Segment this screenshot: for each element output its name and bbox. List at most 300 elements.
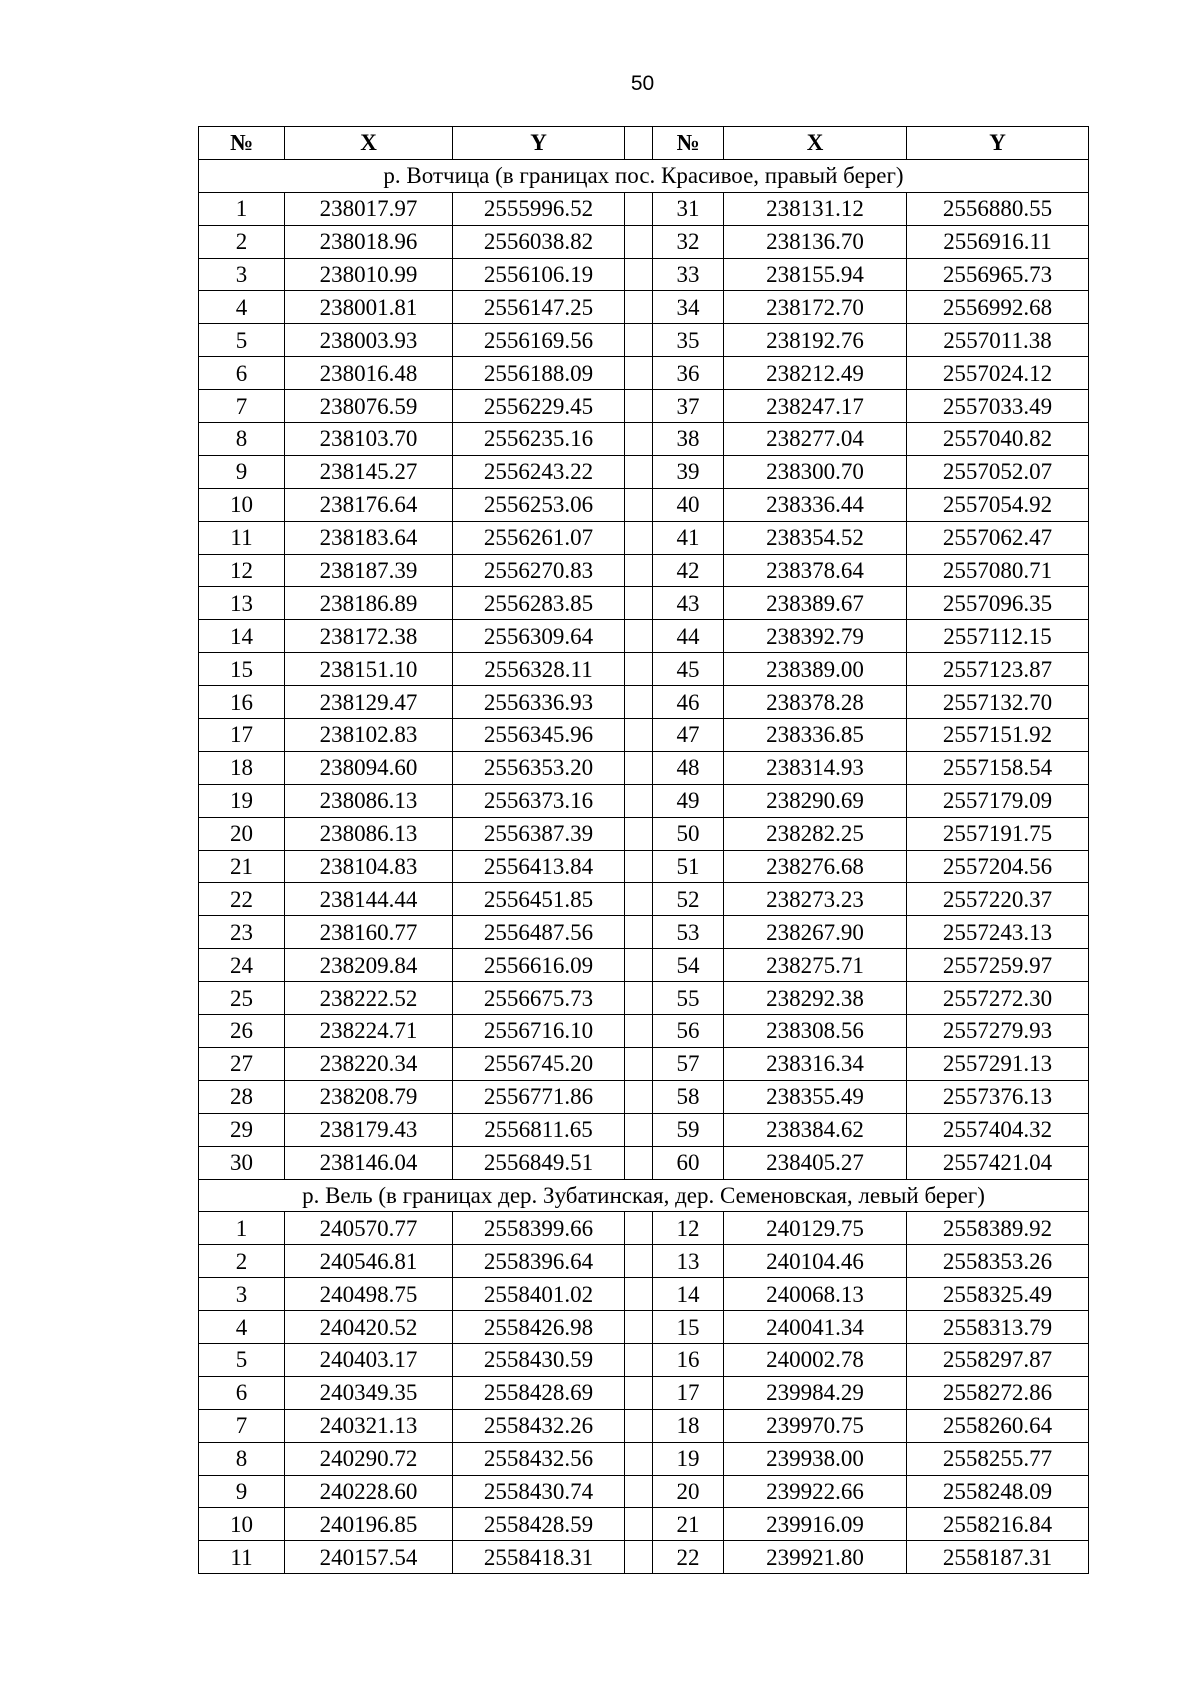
point-number-right: 35: [653, 324, 724, 357]
y-coord-left: 2556270.83: [453, 554, 625, 587]
spacer-cell: [625, 554, 653, 587]
spacer-cell: [625, 390, 653, 423]
x-coord-right: 239970.75: [724, 1409, 907, 1442]
table-row: [199, 291, 1089, 324]
x-coord-left: 238104.83: [285, 850, 453, 883]
x-coord-right: 238308.56: [724, 1015, 907, 1048]
x-coord-left: 238208.79: [285, 1080, 453, 1113]
y-coord-right: 2557054.92: [907, 488, 1089, 521]
x-coord-right: 238316.34: [724, 1047, 907, 1080]
table-row: [199, 916, 1089, 949]
table-row: [199, 850, 1089, 883]
point-number-right: 45: [653, 653, 724, 686]
y-coord-right: 2557243.13: [907, 916, 1089, 949]
y-coord-left: 2556451.85: [453, 883, 625, 916]
y-coord-left: 2556229.45: [453, 390, 625, 423]
spacer-cell: [625, 686, 653, 719]
spacer-cell: [625, 784, 653, 817]
x-coord-left: 238102.83: [285, 719, 453, 752]
point-number-left: 12: [199, 554, 285, 587]
x-coord-right: 238336.44: [724, 488, 907, 521]
spacer-cell: [625, 192, 653, 225]
x-coord-right: 239916.09: [724, 1508, 907, 1541]
point-number-left: 26: [199, 1015, 285, 1048]
table-row: [199, 423, 1089, 456]
spacer-cell: [625, 1508, 653, 1541]
table-row: [199, 192, 1089, 225]
point-number-right: 38: [653, 423, 724, 456]
page-number: 50: [630, 72, 655, 95]
x-coord-left: 238076.59: [285, 390, 453, 423]
x-coord-right: 238392.79: [724, 620, 907, 653]
y-coord-left: 2556243.22: [453, 455, 625, 488]
spacer-cell: [625, 258, 653, 291]
point-number-right: 52: [653, 883, 724, 916]
y-coord-right: 2557291.13: [907, 1047, 1089, 1080]
point-number-left: 3: [199, 1278, 285, 1311]
y-coord-right: 2557376.13: [907, 1080, 1089, 1113]
x-coord-right: 238172.70: [724, 291, 907, 324]
table-row: [199, 784, 1089, 817]
spacer-cell: [625, 817, 653, 850]
y-coord-left: 2558428.69: [453, 1376, 625, 1409]
point-number-left: 20: [199, 817, 285, 850]
x-coord-left: 238179.43: [285, 1113, 453, 1146]
y-coord-left: 2558426.98: [453, 1311, 625, 1344]
point-number-right: 60: [653, 1146, 724, 1179]
point-number-right: 12: [653, 1212, 724, 1245]
point-number-left: 17: [199, 719, 285, 752]
y-coord-left: 2556771.86: [453, 1080, 625, 1113]
table-row: [199, 324, 1089, 357]
point-number-left: 15: [199, 653, 285, 686]
spacer-cell: [625, 587, 653, 620]
table-row: [199, 1409, 1089, 1442]
y-coord-left: 2556038.82: [453, 225, 625, 258]
x-coord-right: 238300.70: [724, 455, 907, 488]
y-coord-right: 2558272.86: [907, 1376, 1089, 1409]
spacer-cell: [625, 620, 653, 653]
point-number-right: 34: [653, 291, 724, 324]
y-coord-right: 2557220.37: [907, 883, 1089, 916]
y-coord-left: 2556336.93: [453, 686, 625, 719]
point-number-right: 37: [653, 390, 724, 423]
point-number-left: 10: [199, 1508, 285, 1541]
y-coord-left: 2556675.73: [453, 982, 625, 1015]
y-coord-right: 2556992.68: [907, 291, 1089, 324]
point-number-left: 21: [199, 850, 285, 883]
x-coord-left: 238001.81: [285, 291, 453, 324]
spacer-cell: [625, 850, 653, 883]
header-x-right: X: [724, 127, 907, 160]
table-row: [199, 390, 1089, 423]
x-coord-left: 238176.64: [285, 488, 453, 521]
point-number-right: 59: [653, 1113, 724, 1146]
point-number-left: 5: [199, 324, 285, 357]
point-number-left: 18: [199, 751, 285, 784]
point-number-left: 27: [199, 1047, 285, 1080]
x-coord-left: 238016.48: [285, 357, 453, 390]
point-number-right: 21: [653, 1508, 724, 1541]
y-coord-right: 2557272.30: [907, 982, 1089, 1015]
x-coord-left: 238222.52: [285, 982, 453, 1015]
point-number-left: 28: [199, 1080, 285, 1113]
x-coord-right: 238314.93: [724, 751, 907, 784]
spacer-cell: [625, 455, 653, 488]
point-number-right: 31: [653, 192, 724, 225]
point-number-left: 22: [199, 883, 285, 916]
point-number-left: 14: [199, 620, 285, 653]
x-coord-left: 238145.27: [285, 455, 453, 488]
x-coord-right: 238290.69: [724, 784, 907, 817]
y-coord-right: 2557062.47: [907, 521, 1089, 554]
spacer-cell: [625, 653, 653, 686]
point-number-left: 7: [199, 390, 285, 423]
x-coord-right: 239921.80: [724, 1541, 907, 1574]
x-coord-left: 240157.54: [285, 1541, 453, 1574]
table-row: [199, 258, 1089, 291]
point-number-left: 4: [199, 291, 285, 324]
x-coord-right: 239922.66: [724, 1475, 907, 1508]
y-coord-right: 2558255.77: [907, 1442, 1089, 1475]
section-header-row: [199, 159, 1089, 192]
table-row: [199, 719, 1089, 752]
x-coord-left: 238094.60: [285, 751, 453, 784]
spacer-cell: [625, 324, 653, 357]
table-row: [199, 751, 1089, 784]
y-coord-right: 2558389.92: [907, 1212, 1089, 1245]
coordinates-table: [198, 126, 1089, 1574]
point-number-right: 54: [653, 949, 724, 982]
point-number-right: 41: [653, 521, 724, 554]
y-coord-left: 2556716.10: [453, 1015, 625, 1048]
point-number-right: 42: [653, 554, 724, 587]
spacer-cell: [625, 1343, 653, 1376]
point-number-left: 29: [199, 1113, 285, 1146]
point-number-left: 25: [199, 982, 285, 1015]
x-coord-right: 238131.12: [724, 192, 907, 225]
y-coord-left: 2556387.39: [453, 817, 625, 850]
table-row: [199, 225, 1089, 258]
table-row: [199, 686, 1089, 719]
y-coord-left: 2558418.31: [453, 1541, 625, 1574]
x-coord-right: 240129.75: [724, 1212, 907, 1245]
y-coord-right: 2557040.82: [907, 423, 1089, 456]
point-number-left: 23: [199, 916, 285, 949]
x-coord-right: 238276.68: [724, 850, 907, 883]
spacer-cell: [625, 1146, 653, 1179]
y-coord-right: 2556880.55: [907, 192, 1089, 225]
x-coord-right: 238273.23: [724, 883, 907, 916]
y-coord-right: 2557052.07: [907, 455, 1089, 488]
point-number-right: 22: [653, 1541, 724, 1574]
point-number-left: 13: [199, 587, 285, 620]
point-number-left: 5: [199, 1343, 285, 1376]
y-coord-right: 2557179.09: [907, 784, 1089, 817]
table-row: [199, 1508, 1089, 1541]
point-number-left: 2: [199, 1245, 285, 1278]
y-coord-right: 2557096.35: [907, 587, 1089, 620]
table-row: [199, 1278, 1089, 1311]
table-row: [199, 587, 1089, 620]
y-coord-right: 2556916.11: [907, 225, 1089, 258]
y-coord-left: 2556235.16: [453, 423, 625, 456]
spacer-cell: [625, 751, 653, 784]
y-coord-right: 2557123.87: [907, 653, 1089, 686]
y-coord-right: 2557191.75: [907, 817, 1089, 850]
y-coord-right: 2558297.87: [907, 1343, 1089, 1376]
y-coord-right: 2558216.84: [907, 1508, 1089, 1541]
x-coord-left: 238017.97: [285, 192, 453, 225]
y-coord-left: 2558428.59: [453, 1508, 625, 1541]
x-coord-right: 238275.71: [724, 949, 907, 982]
section-title: р. Вотчица (в границах пос. Красивое, правый берег): [199, 159, 1089, 192]
point-number-right: 50: [653, 817, 724, 850]
x-coord-left: 238129.47: [285, 686, 453, 719]
y-coord-left: 2556309.64: [453, 620, 625, 653]
table-row: [199, 488, 1089, 521]
y-coord-left: 2556188.09: [453, 357, 625, 390]
y-coord-right: 2556965.73: [907, 258, 1089, 291]
table-row: [199, 653, 1089, 686]
y-coord-right: 2557033.49: [907, 390, 1089, 423]
table-row: [199, 357, 1089, 390]
point-number-left: 3: [199, 258, 285, 291]
y-coord-right: 2558313.79: [907, 1311, 1089, 1344]
x-coord-left: 240290.72: [285, 1442, 453, 1475]
spacer-cell: [625, 883, 653, 916]
x-coord-right: 239984.29: [724, 1376, 907, 1409]
point-number-right: 53: [653, 916, 724, 949]
y-coord-left: 2558396.64: [453, 1245, 625, 1278]
spacer-cell: [625, 1015, 653, 1048]
y-coord-right: 2557151.92: [907, 719, 1089, 752]
spacer-cell: [625, 488, 653, 521]
spacer-cell: [625, 1278, 653, 1311]
x-coord-left: 238086.13: [285, 817, 453, 850]
x-coord-left: 238209.84: [285, 949, 453, 982]
table-row: [199, 1047, 1089, 1080]
table-row: [199, 1442, 1089, 1475]
y-coord-right: 2557279.93: [907, 1015, 1089, 1048]
y-coord-right: 2558353.26: [907, 1245, 1089, 1278]
x-coord-left: 238146.04: [285, 1146, 453, 1179]
point-number-left: 6: [199, 357, 285, 390]
x-coord-left: 240420.52: [285, 1311, 453, 1344]
x-coord-right: 239938.00: [724, 1442, 907, 1475]
y-coord-left: 2556811.65: [453, 1113, 625, 1146]
y-coord-left: 2558399.66: [453, 1212, 625, 1245]
y-coord-left: 2558432.26: [453, 1409, 625, 1442]
point-number-right: 15: [653, 1311, 724, 1344]
point-number-left: 2: [199, 225, 285, 258]
x-coord-right: 238136.70: [724, 225, 907, 258]
x-coord-right: 240104.46: [724, 1245, 907, 1278]
x-coord-right: 240068.13: [724, 1278, 907, 1311]
point-number-left: 10: [199, 488, 285, 521]
point-number-left: 9: [199, 1475, 285, 1508]
y-coord-right: 2557259.97: [907, 949, 1089, 982]
x-coord-right: 238292.38: [724, 982, 907, 1015]
x-coord-left: 240546.81: [285, 1245, 453, 1278]
table-row: [199, 620, 1089, 653]
x-coord-right: 238192.76: [724, 324, 907, 357]
x-coord-right: 238247.17: [724, 390, 907, 423]
point-number-right: 43: [653, 587, 724, 620]
spacer-cell: [625, 1212, 653, 1245]
y-coord-left: 2558432.56: [453, 1442, 625, 1475]
y-coord-left: 2556353.20: [453, 751, 625, 784]
x-coord-left: 238010.99: [285, 258, 453, 291]
x-coord-right: 238355.49: [724, 1080, 907, 1113]
x-coord-right: 240002.78: [724, 1343, 907, 1376]
header-num-left: №: [199, 127, 285, 160]
point-number-right: 16: [653, 1343, 724, 1376]
point-number-left: 9: [199, 455, 285, 488]
spacer-cell: [625, 1080, 653, 1113]
point-number-right: 19: [653, 1442, 724, 1475]
x-coord-right: 238336.85: [724, 719, 907, 752]
y-coord-right: 2558260.64: [907, 1409, 1089, 1442]
spacer-cell: [625, 423, 653, 456]
spacer-cell: [625, 1376, 653, 1409]
x-coord-left: 240403.17: [285, 1343, 453, 1376]
y-coord-left: 2556253.06: [453, 488, 625, 521]
y-coord-left: 2556345.96: [453, 719, 625, 752]
y-coord-left: 2556745.20: [453, 1047, 625, 1080]
x-coord-right: 238378.28: [724, 686, 907, 719]
table-row: [199, 554, 1089, 587]
x-coord-right: 238267.90: [724, 916, 907, 949]
table-row: [199, 1015, 1089, 1048]
x-coord-left: 238183.64: [285, 521, 453, 554]
x-coord-left: 238103.70: [285, 423, 453, 456]
y-coord-right: 2557421.04: [907, 1146, 1089, 1179]
x-coord-right: 238354.52: [724, 521, 907, 554]
x-coord-left: 238220.34: [285, 1047, 453, 1080]
y-coord-right: 2557404.32: [907, 1113, 1089, 1146]
spacer-cell: [625, 719, 653, 752]
table-row: [199, 982, 1089, 1015]
y-coord-left: 2556283.85: [453, 587, 625, 620]
y-coord-right: 2557158.54: [907, 751, 1089, 784]
table-row: [199, 949, 1089, 982]
x-coord-left: 238172.38: [285, 620, 453, 653]
x-coord-left: 240570.77: [285, 1212, 453, 1245]
table-row: [199, 1113, 1089, 1146]
header-spacer: [625, 127, 653, 160]
x-coord-left: 240228.60: [285, 1475, 453, 1508]
x-coord-left: 240321.13: [285, 1409, 453, 1442]
point-number-right: 32: [653, 225, 724, 258]
y-coord-left: 2558430.74: [453, 1475, 625, 1508]
x-coord-left: 238187.39: [285, 554, 453, 587]
x-coord-right: 238389.00: [724, 653, 907, 686]
point-number-left: 19: [199, 784, 285, 817]
x-coord-right: 238384.62: [724, 1113, 907, 1146]
point-number-right: 17: [653, 1376, 724, 1409]
table-row: [199, 1343, 1089, 1376]
point-number-left: 7: [199, 1409, 285, 1442]
spacer-cell: [625, 1245, 653, 1278]
point-number-left: 4: [199, 1311, 285, 1344]
point-number-left: 24: [199, 949, 285, 982]
y-coord-right: 2557024.12: [907, 357, 1089, 390]
point-number-right: 14: [653, 1278, 724, 1311]
y-coord-left: 2556106.19: [453, 258, 625, 291]
point-number-right: 47: [653, 719, 724, 752]
spacer-cell: [625, 1541, 653, 1574]
y-coord-left: 2556413.84: [453, 850, 625, 883]
y-coord-right: 2557080.71: [907, 554, 1089, 587]
header-x-left: X: [285, 127, 453, 160]
x-coord-left: 240349.35: [285, 1376, 453, 1409]
y-coord-left: 2558401.02: [453, 1278, 625, 1311]
point-number-left: 16: [199, 686, 285, 719]
point-number-left: 1: [199, 1212, 285, 1245]
x-coord-left: 238160.77: [285, 916, 453, 949]
spacer-cell: [625, 1409, 653, 1442]
table-row: [199, 817, 1089, 850]
y-coord-left: 2556169.56: [453, 324, 625, 357]
point-number-left: 8: [199, 1442, 285, 1475]
spacer-cell: [625, 949, 653, 982]
x-coord-right: 240041.34: [724, 1311, 907, 1344]
x-coord-left: 238144.44: [285, 883, 453, 916]
section-title: р. Вель (в границах дер. Зубатинская, дер. Семеновская, левый берег): [199, 1179, 1089, 1212]
spacer-cell: [625, 1442, 653, 1475]
y-coord-right: 2558325.49: [907, 1278, 1089, 1311]
point-number-right: 13: [653, 1245, 724, 1278]
x-coord-right: 238389.67: [724, 587, 907, 620]
x-coord-left: 238086.13: [285, 784, 453, 817]
x-coord-right: 238277.04: [724, 423, 907, 456]
section-header-row: [199, 1179, 1089, 1212]
y-coord-left: 2556849.51: [453, 1146, 625, 1179]
point-number-right: 39: [653, 455, 724, 488]
y-coord-left: 2556328.11: [453, 653, 625, 686]
point-number-right: 18: [653, 1409, 724, 1442]
table-row: [199, 521, 1089, 554]
table-row: [199, 1080, 1089, 1113]
header-y-right: Y: [907, 127, 1089, 160]
y-coord-right: 2557011.38: [907, 324, 1089, 357]
spacer-cell: [625, 1113, 653, 1146]
table-row: [199, 1541, 1089, 1574]
table-header-row: [199, 127, 1089, 160]
x-coord-left: 240196.85: [285, 1508, 453, 1541]
header-y-left: Y: [453, 127, 625, 160]
x-coord-right: 238378.64: [724, 554, 907, 587]
table-row: [199, 1146, 1089, 1179]
table-row: [199, 1376, 1089, 1409]
point-number-right: 33: [653, 258, 724, 291]
spacer-cell: [625, 1047, 653, 1080]
x-coord-right: 238405.27: [724, 1146, 907, 1179]
spacer-cell: [625, 916, 653, 949]
y-coord-right: 2558248.09: [907, 1475, 1089, 1508]
point-number-right: 44: [653, 620, 724, 653]
point-number-left: 11: [199, 1541, 285, 1574]
x-coord-left: 238186.89: [285, 587, 453, 620]
x-coord-left: 238224.71: [285, 1015, 453, 1048]
point-number-right: 51: [653, 850, 724, 883]
spacer-cell: [625, 1311, 653, 1344]
spacer-cell: [625, 1475, 653, 1508]
table-row: [199, 1475, 1089, 1508]
point-number-left: 8: [199, 423, 285, 456]
y-coord-left: 2556487.56: [453, 916, 625, 949]
